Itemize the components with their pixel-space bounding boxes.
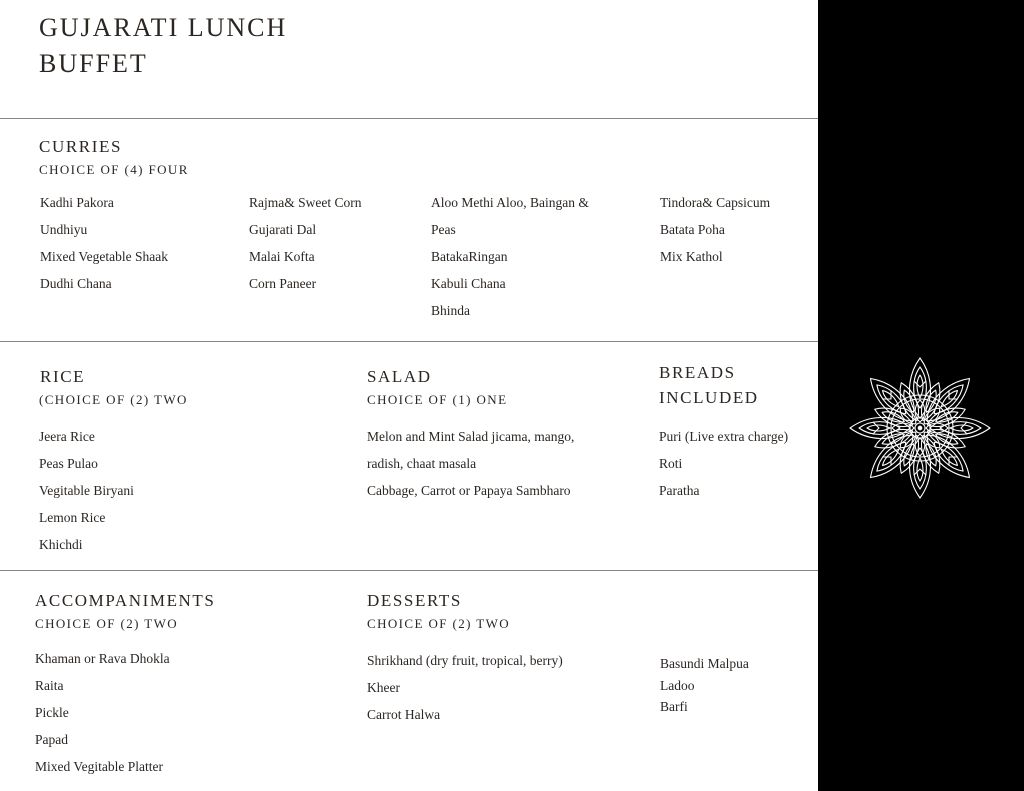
list-item: Peas Pulao [39, 456, 98, 471]
list-item: Basundi Malpua [660, 656, 749, 671]
salad-subheading: CHOICE OF (1) ONE [367, 392, 508, 407]
list-item: Carrot Halwa [367, 707, 441, 722]
curries-subheading: CHOICE OF (4) FOUR [39, 162, 189, 177]
list-item: Peas [431, 222, 456, 237]
salad-heading: SALAD [367, 367, 432, 386]
breads-list [659, 423, 788, 504]
breads-heading-line1: BREADS [659, 363, 736, 382]
list-item: Paratha [659, 483, 700, 498]
list-item: Mix Kathol [660, 249, 723, 264]
section-divider [0, 570, 818, 571]
list-item: Raita [35, 678, 64, 693]
curries-list-col3 [431, 189, 589, 324]
accompaniments-list [35, 645, 170, 780]
list-item: Kheer [367, 680, 400, 695]
list-item: Melon and Mint Salad jicama, mango, [367, 429, 575, 444]
list-item: Gujarati Dal [249, 222, 317, 237]
list-item: Cabbage, Carrot or Papaya Sambharo [367, 483, 571, 498]
menu-title [39, 10, 287, 82]
accompaniments-subheading: CHOICE OF (2) TWO [35, 616, 179, 631]
desserts-list-extra [660, 653, 749, 718]
salad-list [367, 423, 574, 504]
breads-heading [659, 360, 759, 410]
curries-list-col2 [249, 189, 361, 297]
list-item: Dudhi Chana [40, 276, 112, 291]
list-item: Shrikhand (dry fruit, tropical, berry) [367, 653, 563, 668]
list-item: Khaman or Rava Dhokla [35, 651, 170, 666]
list-item: Lemon Rice [39, 510, 106, 525]
list-item: Puri (Live extra charge) [659, 429, 789, 444]
section-divider [0, 118, 818, 119]
list-item: Aloo Methi Aloo, Baingan & [431, 195, 589, 210]
rice-subheading: (CHOICE OF (2) TWO [39, 392, 188, 407]
menu-title-line1: GUJARATI LUNCH [39, 13, 288, 42]
mandala-icon [848, 356, 992, 500]
list-item: Malai Kofta [249, 249, 315, 264]
accompaniments-heading: ACCOMPANIMENTS [35, 591, 216, 610]
list-item: Tindora& Capsicum [660, 195, 771, 210]
desserts-list [367, 647, 563, 728]
desserts-subheading: CHOICE OF (2) TWO [367, 616, 511, 631]
section-divider [0, 341, 818, 342]
list-item: Corn Paneer [249, 276, 317, 291]
list-item: radish, chaat masala [367, 456, 477, 471]
list-item: BatakaRingan [431, 249, 508, 264]
list-item: Pickle [35, 705, 69, 720]
list-item: Bhinda [431, 303, 470, 318]
list-item: Vegitable Biryani [39, 483, 134, 498]
list-item: Undhiyu [40, 222, 88, 237]
desserts-heading: DESSERTS [367, 591, 462, 610]
menu-title-line2: BUFFET [39, 49, 148, 78]
list-item: Ladoo [660, 677, 695, 693]
list-item: Batata Poha [660, 222, 725, 237]
list-item: Rajma& Sweet Corn [249, 195, 362, 210]
list-item: Khichdi [39, 537, 83, 552]
list-item: Jeera Rice [39, 429, 95, 444]
curries-heading: CURRIES [39, 137, 122, 156]
curries-list-col4 [660, 189, 770, 270]
list-item: Kabuli Chana [431, 276, 506, 291]
rice-heading: RICE [40, 367, 86, 386]
list-item: Mixed Vegitable Platter [35, 759, 163, 774]
rice-list [39, 423, 134, 558]
list-item: Roti [659, 456, 683, 471]
list-item: Barfi [660, 699, 688, 714]
list-item: Mixed Vegetable Shaak [40, 249, 168, 264]
list-item: Papad [35, 732, 68, 747]
list-item: Kadhi Pakora [40, 195, 114, 210]
breads-heading-line2: INCLUDED [659, 388, 759, 407]
curries-list-col1 [40, 189, 168, 297]
